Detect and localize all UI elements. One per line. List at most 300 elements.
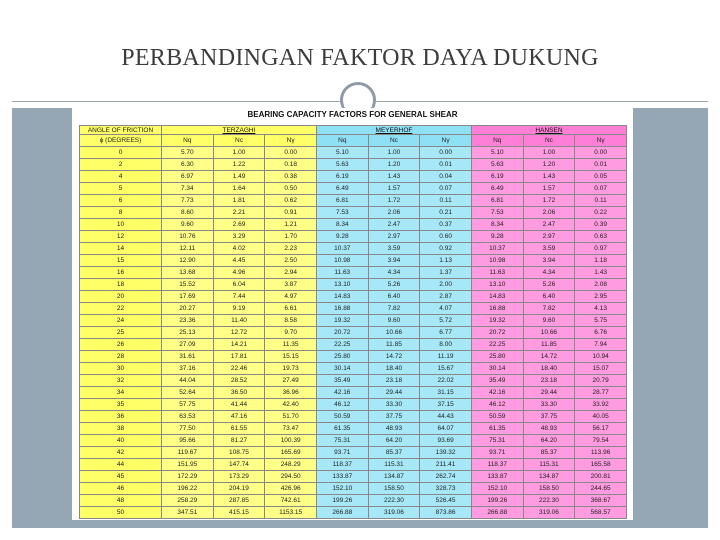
factor-cell: 0.00	[575, 147, 627, 159]
factor-cell: 12.11	[162, 243, 214, 255]
factor-cell: 10.66	[523, 327, 575, 339]
angle-cell: 38	[80, 423, 162, 435]
factor-cell: 1.21	[265, 219, 317, 231]
factor-cell: 79.54	[575, 435, 627, 447]
factor-cell: 20.72	[471, 327, 523, 339]
factor-cell: 1.43	[575, 267, 627, 279]
factor-cell: 7.94	[575, 339, 627, 351]
factor-cell: 6.04	[213, 279, 265, 291]
factor-cell: 287.85	[213, 495, 265, 507]
factor-cell: 115.31	[523, 459, 575, 471]
factor-cell: 25.13	[162, 327, 214, 339]
factor-cell: 61.55	[213, 423, 265, 435]
factor-cell: 1.13	[420, 255, 472, 267]
factor-cell: 1.18	[575, 255, 627, 267]
factor-cell: 113.96	[575, 447, 627, 459]
factor-cell: 4.02	[213, 243, 265, 255]
factor-cell: 57.75	[162, 399, 214, 411]
factor-cell: 9.28	[471, 231, 523, 243]
factor-cell: 6.49	[471, 183, 523, 195]
factor-cell: 17.81	[213, 351, 265, 363]
factor-cell: 10.66	[368, 327, 420, 339]
factor-cell: 31.15	[420, 387, 472, 399]
factor-cell: 11.35	[265, 339, 317, 351]
factor-cell: 1.00	[368, 147, 420, 159]
col-header: Nc	[523, 135, 575, 147]
factor-cell: 1.20	[368, 159, 420, 171]
factor-cell: 33.30	[523, 399, 575, 411]
factor-cell: 134.87	[523, 471, 575, 483]
angle-cell: 48	[80, 495, 162, 507]
angle-cell: 35	[80, 399, 162, 411]
factor-cell: 25.80	[316, 351, 368, 363]
angle-cell: 16	[80, 267, 162, 279]
factor-cell: 5.63	[471, 159, 523, 171]
factor-cell: 2.97	[368, 231, 420, 243]
factor-cell: 319.06	[523, 507, 575, 519]
factor-cell: 1.49	[213, 171, 265, 183]
factor-cell: 3.87	[265, 279, 317, 291]
terzaghi-header: TERZAGHI	[162, 126, 317, 135]
factor-cell: 2.95	[575, 291, 627, 303]
factor-cell: 4.97	[265, 291, 317, 303]
factor-cell: 2.23	[265, 243, 317, 255]
factor-cell: 5.26	[368, 279, 420, 291]
factor-cell: 199.26	[316, 495, 368, 507]
factor-cell: 742.61	[265, 495, 317, 507]
factor-cell: 8.00	[420, 339, 472, 351]
angle-cell: 50	[80, 507, 162, 519]
factor-cell: 248.29	[265, 459, 317, 471]
factor-cell: 1.57	[368, 183, 420, 195]
factor-cell: 6.30	[162, 159, 214, 171]
angle-cell: 28	[80, 351, 162, 363]
factor-cell: 52.64	[162, 387, 214, 399]
factor-cell: 2.50	[265, 255, 317, 267]
factor-cell: 266.88	[471, 507, 523, 519]
angle-cell: 6	[80, 195, 162, 207]
factor-cell: 9.70	[265, 327, 317, 339]
factor-cell: 8.34	[316, 219, 368, 231]
factor-cell: 1.00	[213, 147, 265, 159]
factor-cell: 37.15	[420, 399, 472, 411]
factor-cell: 23.18	[523, 375, 575, 387]
factor-cell: 2.97	[523, 231, 575, 243]
factor-cell: 28.77	[575, 387, 627, 399]
factor-cell: 0.04	[420, 171, 472, 183]
factor-cell: 0.05	[575, 171, 627, 183]
col-header: Nγ	[420, 135, 472, 147]
factor-cell: 0.37	[420, 219, 472, 231]
table-row	[80, 447, 627, 459]
factor-cell: 15.67	[420, 363, 472, 375]
factor-cell: 8.60	[162, 207, 214, 219]
table-row	[80, 183, 627, 195]
angle-cell: 30	[80, 363, 162, 375]
factor-cell: 152.10	[471, 483, 523, 495]
factor-cell: 0.00	[420, 147, 472, 159]
factor-cell: 158.50	[523, 483, 575, 495]
factor-cell: 41.44	[213, 399, 265, 411]
angle-cell: 0	[80, 147, 162, 159]
factor-cell: 2.47	[523, 219, 575, 231]
table-row	[80, 351, 627, 363]
hansen-header: HANSEN	[471, 126, 626, 135]
factor-cell: 77.50	[162, 423, 214, 435]
factor-cell: 100.39	[265, 435, 317, 447]
factor-cell: 118.37	[316, 459, 368, 471]
col-header: Nc	[368, 135, 420, 147]
factor-cell: 7.73	[162, 195, 214, 207]
table-row	[80, 363, 627, 375]
factor-cell: 14.72	[523, 351, 575, 363]
factor-cell: 31.61	[162, 351, 214, 363]
angle-cell: 2	[80, 159, 162, 171]
factor-cell: 133.87	[316, 471, 368, 483]
factor-cell: 0.01	[575, 159, 627, 171]
factor-cell: 64.20	[523, 435, 575, 447]
factor-cell: 134.87	[368, 471, 420, 483]
factor-cell: 294.50	[265, 471, 317, 483]
factor-cell: 35.49	[471, 375, 523, 387]
factor-cell: 0.97	[575, 243, 627, 255]
table-row	[80, 219, 627, 231]
col-header: Nq	[471, 135, 523, 147]
factor-cell: 200.81	[575, 471, 627, 483]
factor-cell: 526.45	[420, 495, 472, 507]
factor-cell: 9.28	[316, 231, 368, 243]
factor-cell: 46.12	[471, 399, 523, 411]
angle-cell: 44	[80, 459, 162, 471]
factor-cell: 368.67	[575, 495, 627, 507]
factor-cell: 20.72	[316, 327, 368, 339]
factor-cell: 50.59	[316, 411, 368, 423]
factor-cell: 222.30	[523, 495, 575, 507]
factor-cell: 27.49	[265, 375, 317, 387]
table-row	[80, 171, 627, 183]
factor-cell: 8.34	[471, 219, 523, 231]
factor-cell: 10.94	[575, 351, 627, 363]
factor-cell: 44.04	[162, 375, 214, 387]
factor-cell: 266.88	[316, 507, 368, 519]
factor-cell: 93.69	[420, 435, 472, 447]
factor-cell: 0.91	[265, 207, 317, 219]
table-row	[80, 339, 627, 351]
factor-cell: 46.12	[316, 399, 368, 411]
factor-cell: 11.85	[368, 339, 420, 351]
angle-cell: 34	[80, 387, 162, 399]
factor-cell: 1.72	[368, 195, 420, 207]
table-row	[80, 207, 627, 219]
factor-cell: 11.85	[523, 339, 575, 351]
factor-cell: 12.72	[213, 327, 265, 339]
col-header: Nc	[213, 135, 265, 147]
factor-cell: 4.34	[368, 267, 420, 279]
factor-cell: 51.70	[265, 411, 317, 423]
factor-cell: 211.41	[420, 459, 472, 471]
factor-cell: 18.40	[368, 363, 420, 375]
factor-cell: 6.97	[162, 171, 214, 183]
factor-cell: 4.34	[523, 267, 575, 279]
angle-cell: 40	[80, 435, 162, 447]
factor-cell: 11.19	[420, 351, 472, 363]
factor-cell: 36.50	[213, 387, 265, 399]
factor-cell: 93.71	[316, 447, 368, 459]
factor-cell: 1.72	[523, 195, 575, 207]
table-row	[80, 459, 627, 471]
table-row	[80, 507, 627, 519]
factor-cell: 16.88	[471, 303, 523, 315]
factor-cell: 222.30	[368, 495, 420, 507]
factor-cell: 115.31	[368, 459, 420, 471]
table-row	[80, 495, 627, 507]
angle-unit-header: ϕ (DEGREES)	[80, 135, 162, 147]
factor-cell: 5.70	[162, 147, 214, 159]
factor-cell: 3.94	[523, 255, 575, 267]
table-row	[80, 159, 627, 171]
table-row	[80, 303, 627, 315]
factor-cell: 5.10	[471, 147, 523, 159]
factor-cell: 64.07	[420, 423, 472, 435]
factor-cell: 73.47	[265, 423, 317, 435]
table-row	[80, 291, 627, 303]
angle-cell: 36	[80, 411, 162, 423]
factor-cell: 0.22	[575, 207, 627, 219]
angle-cell: 25	[80, 327, 162, 339]
factor-cell: 1.64	[213, 183, 265, 195]
factor-cell: 118.37	[471, 459, 523, 471]
factor-cell: 14.72	[368, 351, 420, 363]
factor-cell: 2.06	[523, 207, 575, 219]
factor-cell: 10.37	[316, 243, 368, 255]
factor-cell: 199.26	[471, 495, 523, 507]
table-row	[80, 243, 627, 255]
factor-cell: 0.92	[420, 243, 472, 255]
factor-cell: 11.63	[316, 267, 368, 279]
factor-cell: 75.31	[471, 435, 523, 447]
factor-cell: 0.07	[575, 183, 627, 195]
factor-cell: 63.53	[162, 411, 214, 423]
factor-cell: 119.67	[162, 447, 214, 459]
factor-cell: 2.47	[368, 219, 420, 231]
factor-cell: 2.87	[420, 291, 472, 303]
factor-cell: 133.87	[471, 471, 523, 483]
factor-cell: 1.70	[265, 231, 317, 243]
angle-cell: 8	[80, 207, 162, 219]
factor-cell: 1.20	[523, 159, 575, 171]
col-header: Nq	[316, 135, 368, 147]
factor-cell: 61.35	[471, 423, 523, 435]
col-header: Nγ	[265, 135, 317, 147]
factor-cell: 75.31	[316, 435, 368, 447]
bearing-capacity-table-image	[72, 108, 633, 520]
factor-cell: 1.43	[523, 171, 575, 183]
table-row	[80, 435, 627, 447]
angle-cell: 15	[80, 255, 162, 267]
factor-cell: 33.92	[575, 399, 627, 411]
factor-cell: 1.22	[213, 159, 265, 171]
factor-cell: 568.57	[575, 507, 627, 519]
table-row	[80, 315, 627, 327]
factor-cell: 50.59	[471, 411, 523, 423]
factor-cell: 16.88	[316, 303, 368, 315]
table-row	[80, 267, 627, 279]
table-row	[80, 411, 627, 423]
factor-cell: 11.40	[213, 315, 265, 327]
factor-cell: 2.69	[213, 219, 265, 231]
factor-cell: 3.29	[213, 231, 265, 243]
factor-cell: 8.58	[265, 315, 317, 327]
factor-cell: 27.09	[162, 339, 214, 351]
factor-cell: 4.07	[420, 303, 472, 315]
factor-cell: 5.72	[420, 315, 472, 327]
table-row	[80, 279, 627, 291]
factor-cell: 4.96	[213, 267, 265, 279]
factor-cell: 165.69	[265, 447, 317, 459]
factor-cell: 1.00	[523, 147, 575, 159]
factor-cell: 2.08	[575, 279, 627, 291]
factor-cell: 0.38	[265, 171, 317, 183]
factor-cell: 1.37	[420, 267, 472, 279]
factor-cell: 158.50	[368, 483, 420, 495]
table-row	[80, 483, 627, 495]
factor-cell: 11.63	[471, 267, 523, 279]
factor-cell: 20.27	[162, 303, 214, 315]
factor-cell: 37.16	[162, 363, 214, 375]
factor-cell: 9.60	[368, 315, 420, 327]
factor-cell: 415.15	[213, 507, 265, 519]
factor-cell: 172.29	[162, 471, 214, 483]
factor-cell: 35.49	[316, 375, 368, 387]
factor-cell: 15.15	[265, 351, 317, 363]
factor-cell: 30.14	[316, 363, 368, 375]
factor-cell: 42.16	[471, 387, 523, 399]
factor-cell: 42.40	[265, 399, 317, 411]
factor-cell: 42.16	[316, 387, 368, 399]
table-caption: BEARING CAPACITY FACTORS FOR GENERAL SHEAR	[247, 110, 458, 119]
factor-cell: 7.53	[316, 207, 368, 219]
factor-cell: 13.10	[316, 279, 368, 291]
factor-cell: 64.20	[368, 435, 420, 447]
factor-cell: 30.14	[471, 363, 523, 375]
meyerhof-header: MEYERHOF	[316, 126, 471, 135]
factor-cell: 6.40	[523, 291, 575, 303]
factor-cell: 0.60	[420, 231, 472, 243]
factor-cell: 85.37	[523, 447, 575, 459]
factor-cell: 3.59	[523, 243, 575, 255]
factor-cell: 28.52	[213, 375, 265, 387]
factor-cell: 17.69	[162, 291, 214, 303]
angle-header: ANGLE OF FRICTION	[80, 126, 162, 135]
angle-cell: 4	[80, 171, 162, 183]
factor-cell: 5.63	[316, 159, 368, 171]
factor-cell: 4.45	[213, 255, 265, 267]
factor-cell: 56.17	[575, 423, 627, 435]
factor-cell: 873.86	[420, 507, 472, 519]
factor-cell: 2.21	[213, 207, 265, 219]
factor-cell: 6.19	[316, 171, 368, 183]
angle-cell: 22	[80, 303, 162, 315]
factor-cell: 173.29	[213, 471, 265, 483]
factor-cell: 108.75	[213, 447, 265, 459]
factor-cell: 2.06	[368, 207, 420, 219]
factor-cell: 14.83	[316, 291, 368, 303]
factor-cell: 0.62	[265, 195, 317, 207]
factor-cell: 7.82	[368, 303, 420, 315]
factor-cell: 9.60	[523, 315, 575, 327]
factor-cell: 7.82	[523, 303, 575, 315]
factor-cell: 0.07	[420, 183, 472, 195]
factor-cell: 22.46	[213, 363, 265, 375]
factor-cell: 0.01	[420, 159, 472, 171]
angle-cell: 26	[80, 339, 162, 351]
factor-cell: 0.00	[265, 147, 317, 159]
factor-cell: 48.93	[523, 423, 575, 435]
table-row	[80, 399, 627, 411]
factor-cell: 44.43	[420, 411, 472, 423]
factor-cell: 14.83	[471, 291, 523, 303]
angle-cell: 32	[80, 375, 162, 387]
factor-cell: 5.10	[316, 147, 368, 159]
factor-cell: 5.26	[523, 279, 575, 291]
angle-cell: 10	[80, 219, 162, 231]
factor-cell: 204.19	[213, 483, 265, 495]
factor-cell: 19.32	[471, 315, 523, 327]
factor-cell: 0.50	[265, 183, 317, 195]
angle-cell: 5	[80, 183, 162, 195]
table-row	[80, 471, 627, 483]
factor-cell: 25.80	[471, 351, 523, 363]
table-row	[80, 387, 627, 399]
factor-cell: 3.94	[368, 255, 420, 267]
factor-cell: 6.81	[471, 195, 523, 207]
factor-cell: 4.13	[575, 303, 627, 315]
factor-cell: 23.18	[368, 375, 420, 387]
factor-cell: 10.98	[471, 255, 523, 267]
factor-cell: 19.73	[265, 363, 317, 375]
factor-cell: 6.77	[420, 327, 472, 339]
factor-cell: 9.19	[213, 303, 265, 315]
factor-cell: 319.06	[368, 507, 420, 519]
factor-cell: 1.81	[213, 195, 265, 207]
factor-cell: 9.60	[162, 219, 214, 231]
angle-cell: 20	[80, 291, 162, 303]
factor-cell: 40.05	[575, 411, 627, 423]
factor-cell: 47.16	[213, 411, 265, 423]
bearing-capacity-table	[79, 125, 627, 519]
factor-cell: 5.75	[575, 315, 627, 327]
factor-cell: 95.66	[162, 435, 214, 447]
factor-cell: 19.32	[316, 315, 368, 327]
factor-cell: 0.39	[575, 219, 627, 231]
angle-cell: 45	[80, 471, 162, 483]
factor-cell: 1153.15	[265, 507, 317, 519]
factor-cell: 6.40	[368, 291, 420, 303]
table-row	[80, 327, 627, 339]
factor-cell: 22.25	[316, 339, 368, 351]
table-row	[80, 375, 627, 387]
table-row	[80, 147, 627, 159]
factor-cell: 0.11	[420, 195, 472, 207]
factor-cell: 37.75	[368, 411, 420, 423]
factor-cell: 20.79	[575, 375, 627, 387]
factor-cell: 22.02	[420, 375, 472, 387]
angle-cell: 14	[80, 243, 162, 255]
factor-cell: 29.44	[523, 387, 575, 399]
factor-cell: 18.40	[523, 363, 575, 375]
factor-cell: 10.98	[316, 255, 368, 267]
factor-cell: 22.25	[471, 339, 523, 351]
